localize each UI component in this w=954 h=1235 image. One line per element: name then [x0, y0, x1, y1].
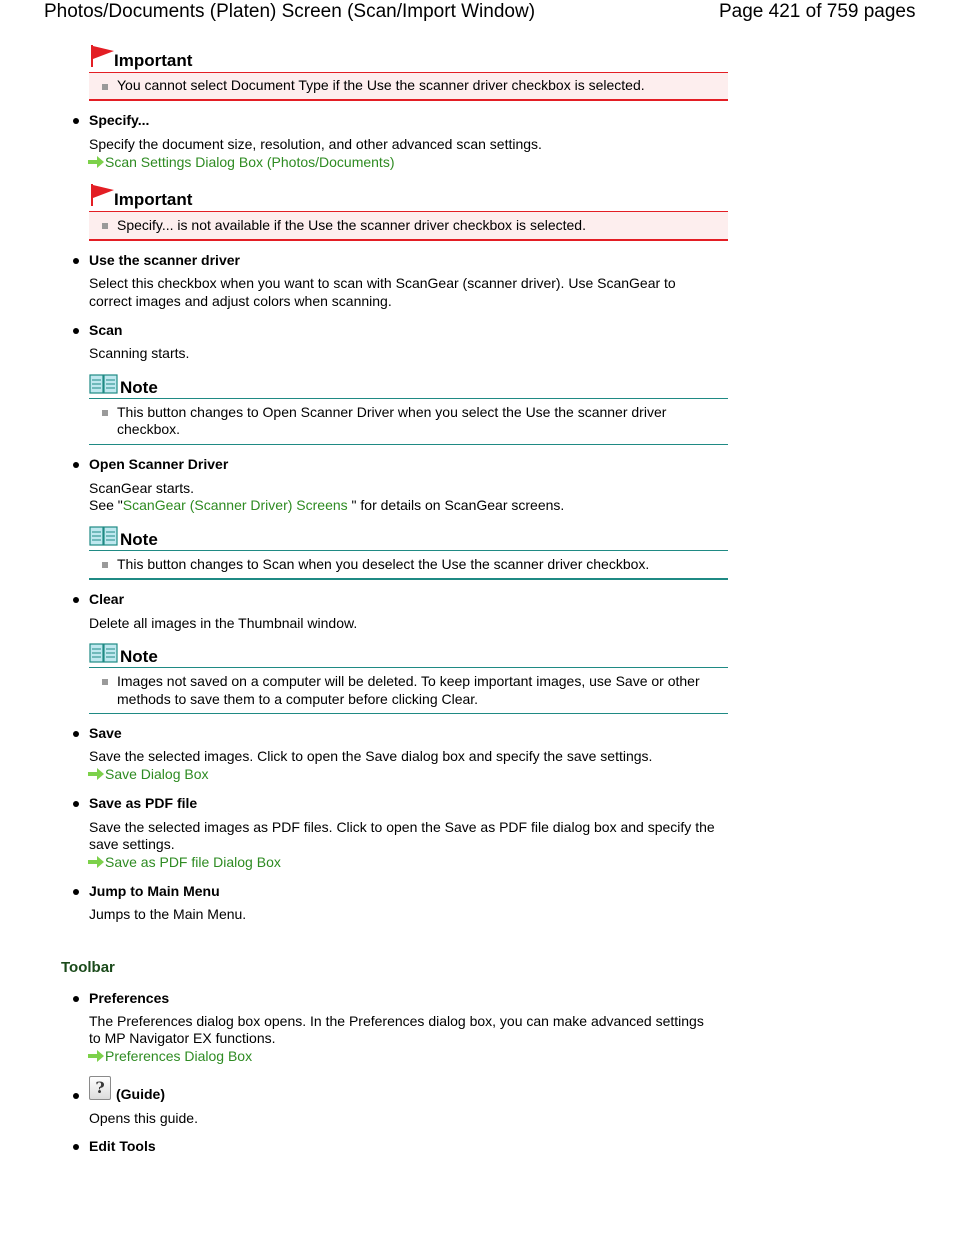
term-jump: Jump to Main Menu: [89, 883, 220, 899]
bullet-icon: [73, 801, 79, 807]
note-text-2: methods to save them to a computer before clicking Clear.: [117, 691, 479, 707]
term-specify: Specify...: [89, 112, 150, 128]
important-label: Important: [114, 190, 193, 209]
section-heading-toolbar: Toolbar: [61, 959, 115, 976]
see-suffix: " for details on ScanGear screens.: [347, 497, 565, 513]
arrow-icon: [88, 768, 104, 780]
important-text: You cannot select Document Type if the Use the scanner driver checkbox is selected.: [117, 77, 645, 93]
arrow-icon: [88, 1050, 104, 1062]
link-text[interactable]: Scan Settings Dialog Box (Photos/Documents): [105, 154, 395, 170]
bullet-icon: [73, 258, 79, 264]
desc-use-driver-1: Select this checkbox when you want to scan with ScanGear (scanner driver). Use ScanGear to: [89, 275, 676, 291]
bullet-icon: [73, 1093, 79, 1099]
desc-save-pdf-2: save settings.: [89, 836, 175, 852]
bullet-icon: [73, 462, 79, 468]
bullet-icon: [73, 328, 79, 334]
term-scan: Scan: [89, 322, 123, 338]
see-line: [89, 497, 564, 514]
book-icon: [89, 642, 119, 664]
book-icon: [89, 525, 119, 547]
desc-save: Save the selected images. Click to open the Save dialog box and specify the save settings.: [89, 748, 653, 764]
book-icon: [89, 373, 119, 395]
desc-jump: Jumps to the Main Menu.: [89, 906, 247, 922]
link-text[interactable]: Save as PDF file Dialog Box: [105, 854, 281, 870]
term-use-driver: Use the scanner driver: [89, 252, 240, 268]
desc-preferences-1: The Preferences dialog box opens. In the Preferences dialog box, you can make advanced settings: [89, 1013, 704, 1029]
page-number: Page 421 of 759 pages: [719, 1, 916, 22]
link-text[interactable]: Save Dialog Box: [105, 766, 209, 782]
question-icon: [89, 1076, 111, 1100]
link-preferences-dialog[interactable]: [88, 1048, 252, 1065]
term-clear: Clear: [89, 591, 125, 607]
desc-open-driver: ScanGear starts.: [89, 480, 195, 496]
link-text[interactable]: Preferences Dialog Box: [105, 1048, 253, 1064]
important-label: Important: [114, 51, 193, 70]
square-bullet-icon: [102, 223, 108, 229]
desc-specify: Specify the document size, resolution, and other advanced scan settings.: [89, 136, 542, 152]
bullet-icon: [73, 597, 79, 603]
square-bullet-icon: [102, 410, 108, 416]
square-bullet-icon: [102, 84, 108, 90]
important-box: [89, 211, 728, 241]
page-title: Photos/Documents (Platen) Screen (Scan/Import Window): [44, 1, 536, 22]
link-scan-settings[interactable]: [88, 154, 394, 171]
desc-use-driver-2: correct images and adjust colors when scanning.: [89, 293, 392, 309]
bullet-icon: [73, 889, 79, 895]
note-text-2: checkbox.: [117, 421, 181, 437]
note-box: [89, 667, 728, 714]
bullet-icon: [73, 996, 79, 1002]
note-label: Note: [120, 378, 158, 397]
arrow-icon: [88, 856, 104, 868]
term-guide: (Guide): [116, 1086, 165, 1102]
link-save-dialog[interactable]: [88, 766, 209, 783]
see-prefix: See ": [89, 497, 123, 513]
note-label: Note: [120, 647, 158, 666]
desc-save-pdf-1: Save the selected images as PDF files. Click to open the Save as PDF file dialog box and specify the: [89, 819, 715, 835]
square-bullet-icon: [102, 679, 108, 685]
question-glyph: ?: [95, 1078, 105, 1097]
note-text-1: Images not saved on a computer will be deleted. To keep important images, use Save or other: [117, 673, 700, 689]
term-edit-tools: Edit Tools: [89, 1138, 156, 1154]
term-open-driver: Open Scanner Driver: [89, 456, 229, 472]
important-box: [89, 72, 728, 101]
note-box: [89, 550, 728, 580]
important-text: Specify... is not available if the Use the scanner driver checkbox is selected.: [117, 217, 586, 233]
bullet-icon: [73, 118, 79, 124]
flag-icon: [90, 44, 115, 68]
square-bullet-icon: [102, 562, 108, 568]
note-text-1: This button changes to Open Scanner Driver when you select the Use the scanner driver: [117, 404, 667, 420]
flag-icon: [90, 183, 115, 207]
desc-guide: Opens this guide.: [89, 1110, 198, 1126]
bullet-icon: [73, 731, 79, 737]
bullet-icon: [73, 1144, 79, 1150]
desc-preferences-2: to MP Navigator EX functions.: [89, 1030, 276, 1046]
note-text: This button changes to Scan when you deselect the Use the scanner driver checkbox.: [117, 556, 650, 572]
desc-scan: Scanning starts.: [89, 345, 190, 361]
term-preferences: Preferences: [89, 990, 170, 1006]
desc-clear: Delete all images in the Thumbnail window.: [89, 615, 358, 631]
note-box: [89, 398, 728, 445]
link-save-pdf-dialog[interactable]: [88, 854, 281, 871]
term-save-pdf: Save as PDF file: [89, 795, 198, 811]
term-save: Save: [89, 725, 122, 741]
note-label: Note: [120, 530, 158, 549]
arrow-icon: [88, 156, 104, 168]
link-scangear-screens[interactable]: ScanGear (Scanner Driver) Screens: [122, 497, 348, 513]
